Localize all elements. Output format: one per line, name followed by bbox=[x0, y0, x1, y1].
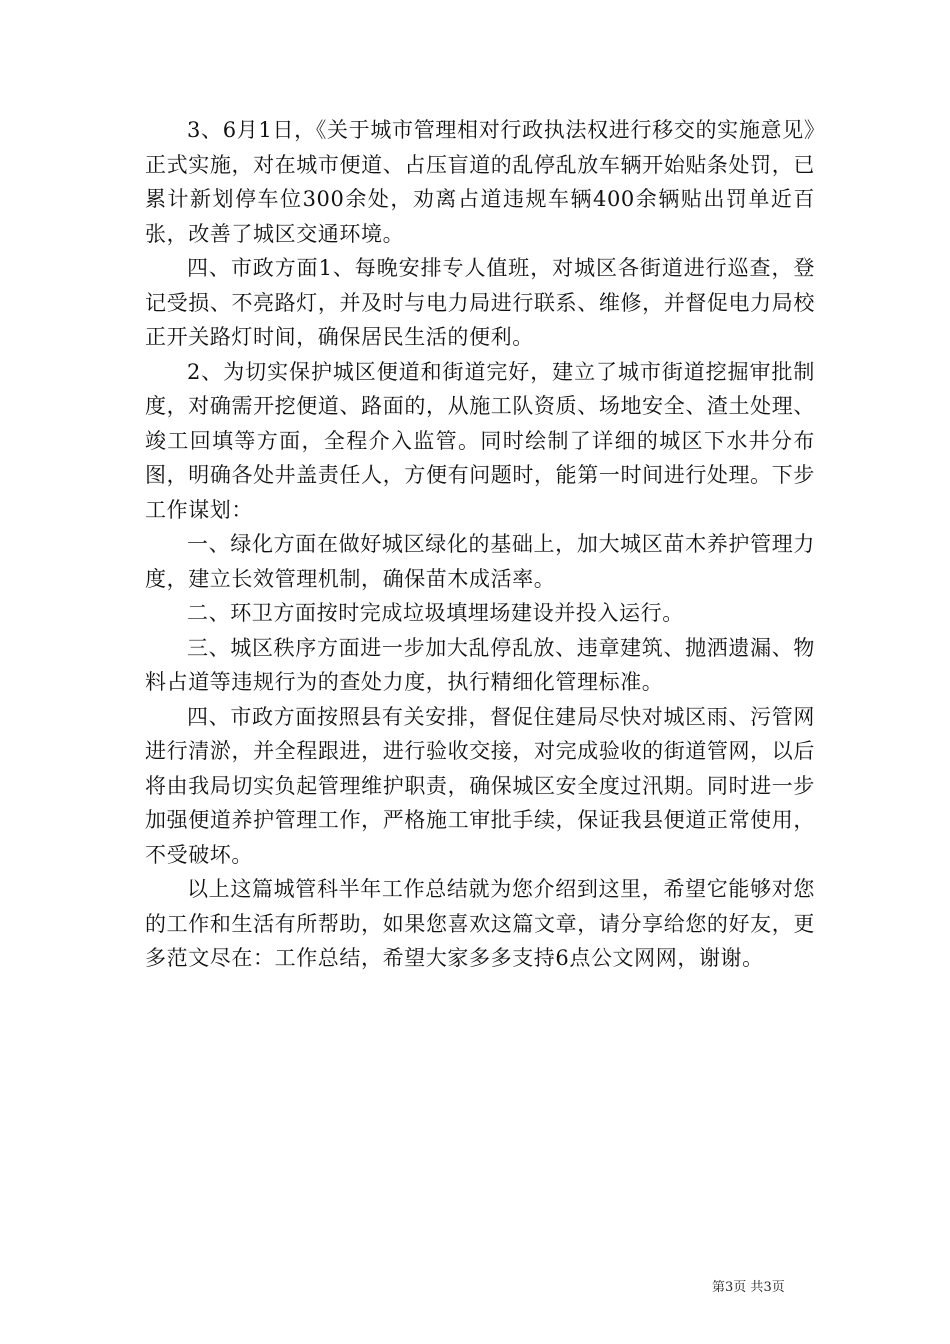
footer-mid: 页 共 bbox=[733, 1280, 764, 1295]
paragraph-municipal-streetlights: 四、市政方面1、每晚安排专人值班，对城区各街道进行巡查，登记受损、不亮路灯，并及时与电力局进行联系、维修，并督促电力局校正开关路灯时间，确保居民生活的便利。 bbox=[145, 256, 815, 349]
footer-current-page: 3 bbox=[725, 1280, 734, 1295]
paragraph-plan-order: 三、城区秩序方面进一步加大乱停乱放、违章建筑、抛洒遗漏、物料占道等违规行为的查处力度，执行精细化管理标准。 bbox=[145, 635, 815, 694]
document-body bbox=[145, 113, 815, 976]
paragraph-plan-greening: 一、绿化方面在做好城区绿化的基础上，加大城区苗木养护管理力度，建立长效管理机制，确保苗木成活率。 bbox=[145, 532, 815, 591]
paragraph-plan-sanitation: 二、环卫方面按时完成垃圾填埋场建设并投入运行。 bbox=[187, 601, 684, 625]
page-number-footer bbox=[712, 1276, 785, 1295]
paragraph-traffic-enforcement: 3、6月1日，《关于城市管理相对行政执法权进行移交的实施意见》正式实施，对在城市便道、占压盲道的乱停乱放车辆开始贴条处罚，已累计新划停车位300余处，劝离占道违规车辆400余辆贴出罚单近百张，改善了城区交通环境。 bbox=[145, 118, 815, 246]
paragraph-closing: 以上这篇城管科半年工作总结就为您介绍到这里，希望它能够对您的工作和生活有所帮助，如果您喜欢这篇文章，请分享给您的好友，更多范文尽在：工作总结，希望大家多多支持6点公文网网，谢谢。 bbox=[145, 877, 815, 970]
paragraph-road-excavation: 2、为切实保护城区便道和街道完好，建立了城市街道挖掘审批制度，对确需开挖便道、路面的，从施工队资质、场地安全、渣土处理、竣工回填等方面，全程介入监管。同时绘制了详细的城区下水井分布图，明确各处井盖责任人，方便有问题时，能第一时间进行处理。下步工作谋划： bbox=[145, 359, 815, 522]
paragraph-plan-municipal: 四、市政方面按照县有关安排，督促住建局尽快对城区雨、污管网进行清淤，并全程跟进，进行验收交接，对完成验收的街道管网，以后将由我局切实负起管理维护职责，确保城区安全度过汛期。同时进一步加强便道养护管理工作，严格施工审批手续，保证我县便道正常使用，不受破坏。 bbox=[145, 704, 815, 867]
footer-suffix: 页 bbox=[771, 1280, 785, 1295]
footer-prefix: 第 bbox=[712, 1280, 726, 1295]
footer-total-pages: 3 bbox=[763, 1280, 772, 1295]
